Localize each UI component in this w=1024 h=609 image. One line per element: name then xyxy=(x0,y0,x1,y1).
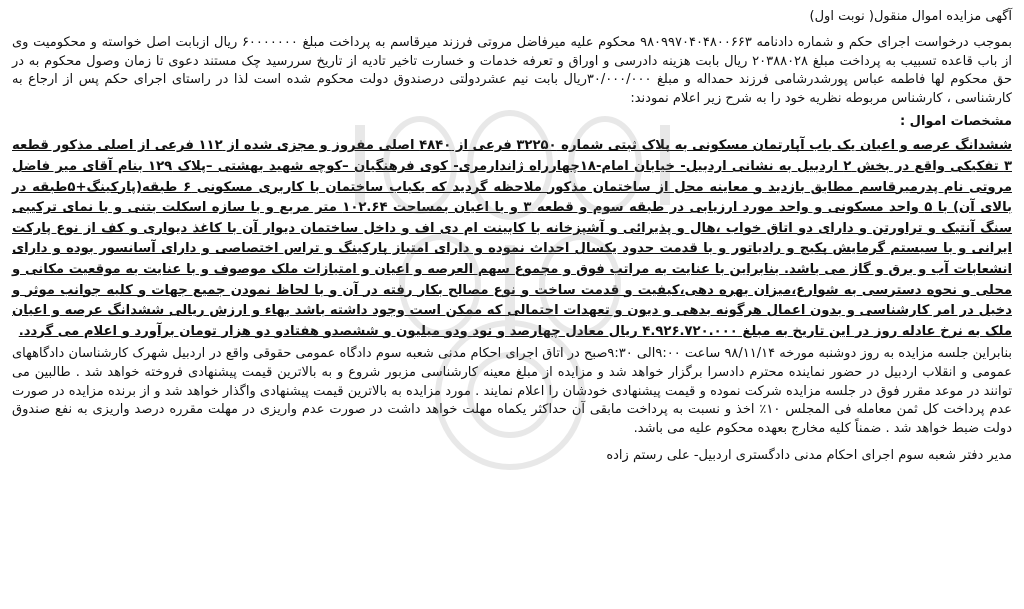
notice-intro-paragraph: بموجب درخواست اجرای حکم و شماره دادنامه ۹۸۰۹۹۷۰۴۰۴۸۰۰۶۶۳ محکوم علیه میرفاضل مروتی فرزند میرقاسم به پرداخت مبلغ ۶۰۰۰۰۰۰۰ ریال ازبابت اصل خواسته و محکومیت وی از باب قاعده تسبیب به پرداخت مبلغ ۲۰۳۸۸۰۲۸ ریال بابت هزینه دادرسی و اوراق و تعرفه خدمات و خسارت تاخیر تادیه از تاریخ سررسید چک مستند دعوی تا زمان وصول محکوم به در حق محکوم لها فاطمه عباس پورشدرشامی فرزند حمداله و مبلغ ۳۰/۰۰۰/۰۰۰ریال بابت نیم عشردولتی درصندوق دولت محکوم شده است لذا در راستای اجرای حکم پس از ارجاع به کارشناسی ، کارشناس مربوطه نظریه خود را به شرح زیر اعلام نمودند: xyxy=(12,35,1013,106)
property-specs-heading: مشخصات اموال : xyxy=(899,114,1012,130)
signature-line: مدیر دفتر شعبه سوم اجرای احکام مدنی دادگستری اردبیل- علی رستم زاده xyxy=(606,448,1012,464)
notice-title: آگهی مزایده اموال منقول( نوبت اول) xyxy=(809,9,1012,24)
property-specification-paragraph: ششدانگ عرصه و اعیان یک باب آپارتمان مسکونی به پلاک ثبتی شماره ۳۲۲۵۰ فرعی از ۴۸۴۰ اصلی مفروز و مجزی شده از ۱۱۲ فرعی از اصلی مذکور قطعه ۳ تفکیکی واقع در بخش ۲ اردبیل به نشانی اردبیل- خیابان امام-۱۸چهارراه ژاندارمری- کوی فرهنگیان –کوچه شهید بهشتی –پلاک ۱۲۹ بنام آقای میر فاضل مروتی نام پدرمیرقاسم مطابق بازدید و معاینه محل از ساختمان مذکور ملاحظه گردید که یکباب ساختمان با کاربری مسکونی ۶ طبقه(پارکینگ+۵طبقه در بالای آن) با ۵ واحد مسکونی و واحد مورد ارزیابی در طبقه سوم و قطعه ۳ و با اعیان بمساحت ۱۰۲.۶۴ متر مربع و با سازه اسکلت بتنی و با نمای ترکیبی سنگ آنتیک و تراورتن و دارای دو اتاق خواب ،هال و پذیرائی و آشپزخانه با کابینت ام دی اف و داخل ساختمان دیوار آن با کاغذ دیواری و کف از نوع پارکت ایرانی و با سیستم گرمایش پکیج و رادیاتور و با قدمت حدود یکسال احداث نموده و دارای امتیاز پارکینگ و تراس اختصاصی و دارای آسانسور بوده و دارای انشعابات آب و برق و گاز می باشد. بنابراین با عنایت به مراتب فوق و مجموع سهم العرصه و اعیان و امتیازات ملک موصوف و با عنایت به موقعیت مکانی و محلی و نحوه دسترسی به شوارع،میزان بهره دهی،کیفیت و قدمت ساخت و نوع مصالح بکار رفته در آن و با لحاظ نمودن جمیع جهات و کلیه جوانب موثر و دخیل در امر کارشناسی و بدون اعمال هرگونه بدهی و دیون و تعهدات احتمالی که ممکن است وجود داشته باشد بهاء و ارزش ریالی ششدانگ عرصه و اعیان ملک به نرخ عادله روز در این تاریخ به مبلغ ۴.۹۲۶.۷۲۰.۰۰۰ ریال معادل چهارصد و نود ودو میلیون و ششصدو هفتادو دو هزار تومان برآورد و اعلام می گردد. xyxy=(12,138,1012,339)
auction-details-paragraph: بنابراین جلسه مزایده به روز دوشنبه مورخه ۹۸/۱۱/۱۴ ساعت ۹:۰۰الی ۹:۳۰صبح در اتاق اجرای احکام مدنی شعبه سوم دادگاه عمومی حقوقی واقع در اردبیل شهرک کارشناسان دادگاههای عمومی و انقلاب اردبیل در حضور نماینده محترم دادسرا برگزار خواهد شد و مزایده از مبلغ معینه کارشناسی مزبور شروع و به بالاترین قیمت پیشنهادی فروخته خواهد شد . طالبین می توانند در موعد مقرر فوق در جلسه مزایده شرکت نموده و قیمت پیشنهادی خودشان را اعلام نمایند . مورد مزایده به بالاترین قیمت پیشنهادی واگذار خواهد شد و از برنده مزایده در صورت عدم پرداخت کل ثمن معامله فی المجلس ۱۰٪ اخذ و نسبت به پرداخت مابقی آن حداکثر یکماه مهلت خواهد داشت در صورت عدم واریزی در مهلت مقرره درصد واریزی به نفع صندوق دولت ضبط خواهد شد . ضمناً کلیه مخارج بعهده محکوم علیه می باشد. xyxy=(12,346,1013,436)
